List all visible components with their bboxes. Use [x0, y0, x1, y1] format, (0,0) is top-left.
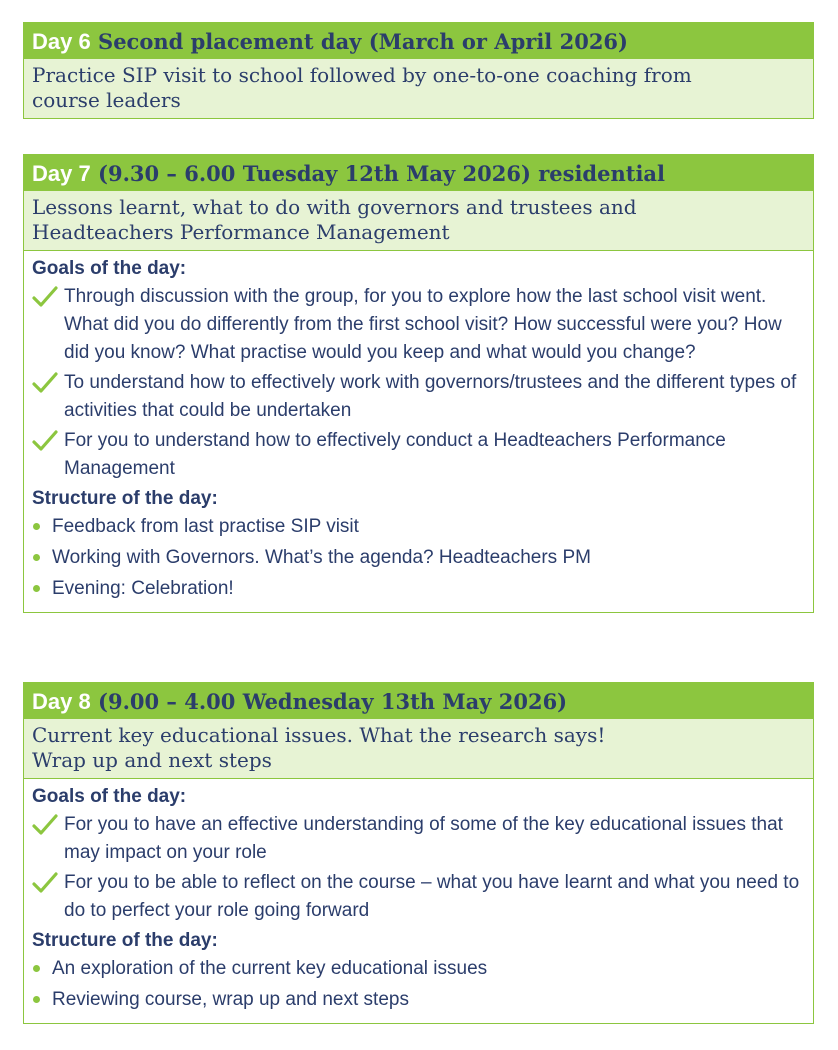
- day6-subtitle-line: Practice SIP visit to school followed by one-to-one coaching from: [32, 63, 692, 87]
- day8-structure-text: An exploration of the current key educational issues: [52, 958, 488, 979]
- day8-title: (9.00 – 4.00 Wednesday 13th May 2026): [98, 689, 568, 714]
- bullet-dot-icon: [33, 585, 40, 592]
- day6-card: [23, 22, 814, 119]
- day7-subtitle: [24, 191, 813, 251]
- day8-subtitle-line: Current key educational issues. What the research says!: [32, 723, 606, 747]
- checkmark-icon: [32, 871, 58, 895]
- day7-goal-item: [32, 283, 805, 367]
- day7-subtitle-line: Headteachers Performance Management: [32, 220, 450, 244]
- day8-goal-text: For you to be able to reflect on the course – what you have learnt and what you need to do to perfect your role going forward: [64, 872, 800, 921]
- day7-structure-heading: Structure of the day:: [32, 488, 218, 509]
- day7-structure-item: [32, 573, 805, 604]
- day8-goal-item: [32, 869, 805, 925]
- day7-goal-text: To understand how to effectively work with governors/trustees and the different types of activities that could be undertaken: [64, 372, 797, 421]
- day7-goals-heading: Goals of the day:: [32, 258, 187, 279]
- day7-goal-text: For you to understand how to effectively conduct a Headteachers Performance Management: [64, 430, 726, 479]
- day7-title: (9.30 – 6.00 Tuesday 12th May 2026) residential: [98, 161, 666, 186]
- day7-structure-item: [32, 511, 805, 542]
- day7-card: [23, 154, 814, 613]
- day6-subtitle: [24, 59, 813, 118]
- day7-structure-text: Working with Governors. What’s the agenda? Headteachers PM: [52, 547, 591, 568]
- day7-body: [24, 251, 813, 612]
- day6-header: [24, 23, 813, 59]
- day6-label: Day 6: [32, 29, 91, 54]
- day8-structure-item: [32, 984, 805, 1015]
- day8-header: [24, 683, 813, 719]
- day8-structure-heading: Structure of the day:: [32, 930, 218, 951]
- day7-goal-item: [32, 427, 805, 483]
- day8-goals-heading: Goals of the day:: [32, 786, 187, 807]
- day7-structure-text: Evening: Celebration!: [52, 578, 234, 599]
- day8-body: [24, 779, 813, 1023]
- checkmark-icon: [32, 429, 58, 453]
- day8-label: Day 8: [32, 689, 91, 714]
- day7-structure-text: Feedback from last practise SIP visit: [52, 516, 359, 537]
- day8-subtitle: [24, 719, 813, 779]
- day6-title: Second placement day (March or April 2026): [98, 29, 628, 54]
- day8-subtitle-line: Wrap up and next steps: [32, 748, 272, 772]
- checkmark-icon: [32, 813, 58, 837]
- day6-subtitle-line: course leaders: [32, 88, 181, 112]
- day8-structure-text: Reviewing course, wrap up and next steps: [52, 989, 409, 1010]
- day8-card: [23, 682, 814, 1024]
- day7-header: [24, 155, 813, 191]
- day7-label: Day 7: [32, 161, 91, 186]
- day7-goal-item: [32, 369, 805, 425]
- bullet-dot-icon: [33, 965, 40, 972]
- checkmark-icon: [32, 371, 58, 395]
- day8-goal-text: For you to have an effective understanding of some of the key educational issues that may impact on your role: [64, 814, 783, 863]
- day7-goal-text: Through discussion with the group, for you to explore how the last school visit went. What did you do differently from the first school visit? How successful were you? How did you know? What practise would you keep and what would you change?: [64, 286, 782, 363]
- day7-subtitle-line: Lessons learnt, what to do with governors and trustees and: [32, 195, 637, 219]
- day8-structure-item: [32, 953, 805, 984]
- day8-goal-item: [32, 811, 805, 867]
- bullet-dot-icon: [33, 523, 40, 530]
- bullet-dot-icon: [33, 554, 40, 561]
- day7-structure-item: [32, 542, 805, 573]
- checkmark-icon: [32, 285, 58, 309]
- bullet-dot-icon: [33, 996, 40, 1003]
